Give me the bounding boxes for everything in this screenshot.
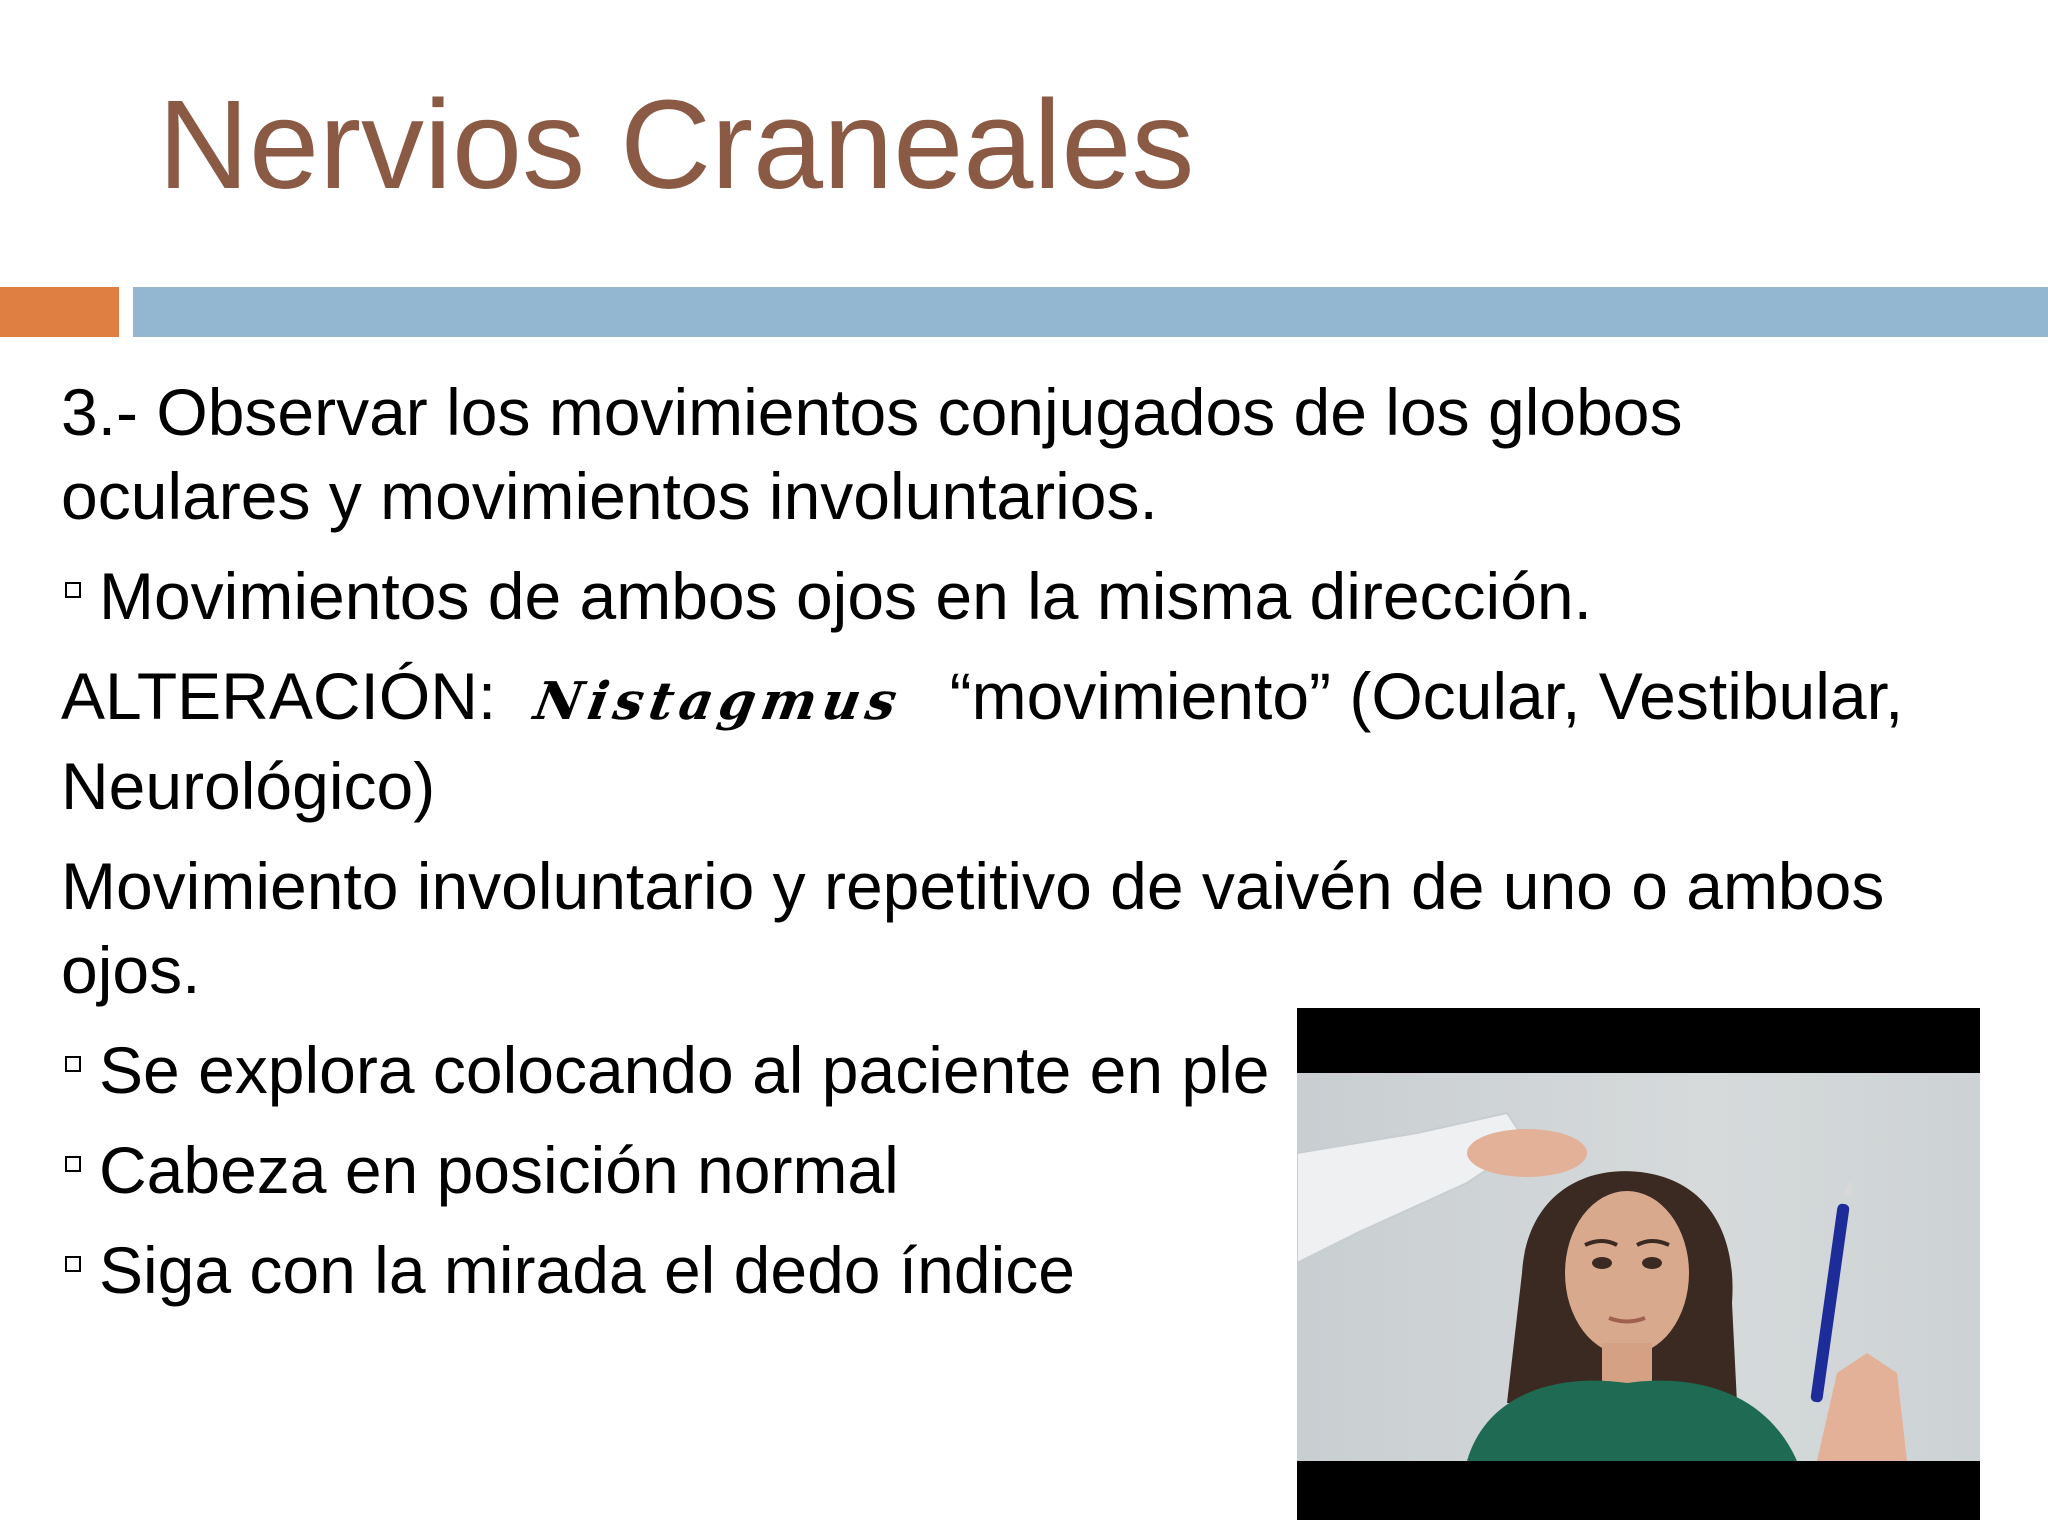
square-bullet-icon (65, 582, 81, 598)
paragraph-definition (61, 844, 2001, 1012)
bullet-item-4-text: Siga con la mirada el dedo índice (99, 1233, 1075, 1307)
exam-video-frame[interactable] (1297, 1008, 1980, 1520)
paragraph-definition-line-2: ojos. (61, 933, 201, 1007)
paragraph-observe (61, 370, 2001, 538)
paragraph-definition-line-1: Movimiento involuntario y repetitivo de vaivén de uno o ambos (61, 849, 1885, 923)
patient-exam-illustration (1297, 1073, 1980, 1461)
exam-video-scene (1297, 1073, 1980, 1461)
slide-title: Nervios Craneales (158, 74, 1195, 215)
accent-bar-blue (133, 287, 2048, 337)
square-bullet-icon (65, 1256, 81, 1272)
square-bullet-icon (65, 1156, 81, 1172)
bullet-item-2-text: Se explora colocando al paciente en ple (99, 1033, 1270, 1107)
paragraph-observe-line-2: oculares y movimientos involuntarios. (61, 459, 1158, 533)
paragraph-alteration (61, 654, 2001, 828)
bullet-item-3-text: Cabeza en posición normal (99, 1133, 899, 1207)
accent-bar-orange (0, 287, 119, 337)
alteration-rest: “movimiento” (Ocular, Vestibular, (949, 659, 1904, 733)
bullet-item-1-text: Movimientos de ambos ojos en la misma dirección. (99, 559, 1592, 633)
alteration-term: Nistagmus (529, 671, 907, 732)
bullet-item-1 (61, 554, 2001, 638)
alteration-line-2: Neurológico) (61, 749, 436, 823)
alteration-label: ALTERACIÓN: (61, 659, 497, 733)
paragraph-observe-line-1: 3.- Observar los movimientos conjugados de los globos (61, 375, 1683, 449)
square-bullet-icon (65, 1056, 81, 1072)
